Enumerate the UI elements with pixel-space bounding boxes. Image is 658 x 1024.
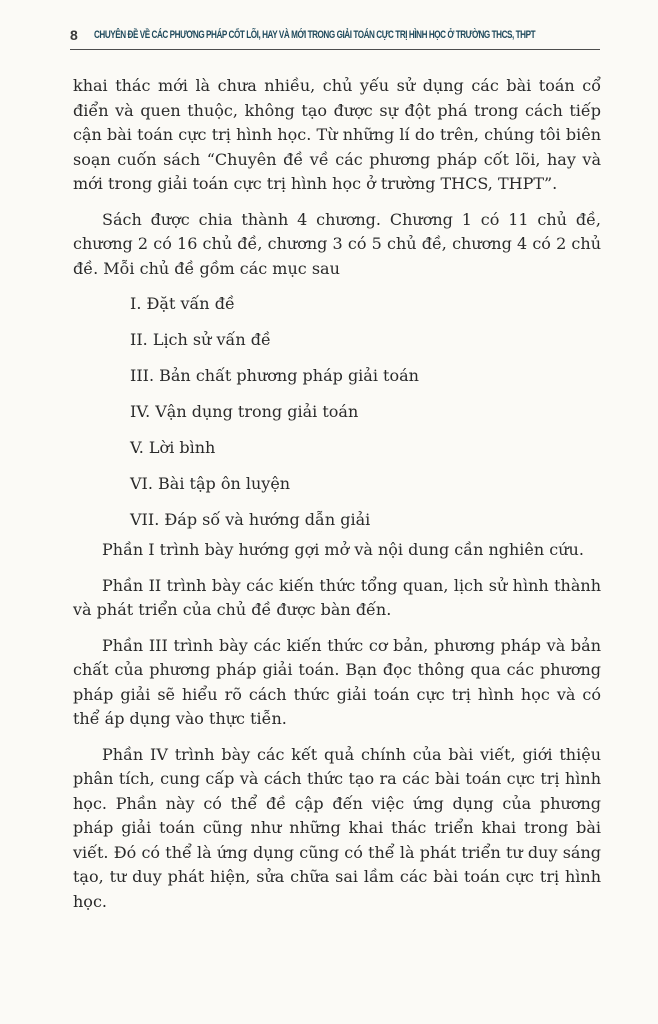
paragraph-part-2: Phần II trình bày các kiến thức tổng quan, lịch sử hình thành và phát triển của chủ đề được bàn đến. [73, 575, 601, 619]
section-list-item: II. Lịch sử vấn đề [130, 330, 271, 349]
section-list-item: VII. Đáp số và hướng dẫn giải [130, 510, 371, 529]
paragraph-intro-continued: khai thác mới là chưa nhiều, chủ yếu sử dụng các bài toán cổ điển và quen thuộc, không tạo được sự đột phá trong cách tiếp cận bài toán cực trị hình học. Từ những lí do trên, chúng tôi biên soạn cuốn sách “Chuyên đề về các phương pháp cốt lõi, hay và mới trong giải toán cực trị hình học ở trường THCS, THPT”. [73, 76, 601, 193]
section-list [73, 286, 601, 538]
section-list-item: VI. Bài tập ôn luyện [130, 474, 291, 493]
paragraph-book-structure: Sách được chia thành 4 chương. Chương 1 có 11 chủ đề, chương 2 có 16 chủ đề, chương 3 có 5 chủ đề, chương 4 có 2 chủ đề. Mỗi chủ đề gồm các mục sau [73, 209, 601, 278]
running-title: CHUYÊN ĐỀ VỀ CÁC PHƯƠNG PHÁP CỐT LÕI, HAY VÀ MỚI TRONG GIẢI TOÁN CỰC TRỊ HÌNH HỌC Ở TRƯỜNG THCS, THPT [93, 29, 535, 41]
running-header [70, 24, 602, 46]
page-body [73, 74, 601, 925]
section-list-item: III. Bản chất phương pháp giải toán [130, 366, 419, 385]
header-divider [70, 49, 600, 50]
paragraph-part-1: Phần I trình bày hướng gợi mở và nội dung cần nghiên cứu. [102, 540, 584, 559]
section-list-item: I. Đặt vấn đề [130, 294, 235, 313]
page-number: 8 [70, 27, 78, 43]
paragraph-part-4: Phần IV trình bày các kết quả chính của bài viết, giới thiệu phân tích, cung cấp và cách thức tạo ra các bài toán cực trị hình học. Phần này có thể đề cập đến việc ứng dụng của phương pháp giải toán cũng như những khai thác triển khai trong bài viết. Đó có thể là ứng dụng cũng có thể là phát triển tư duy sáng tạo, tư duy phát hiện, sửa chữa sai lầm các bài toán cực trị hình học. [73, 744, 601, 911]
section-list-item: IV. Vận dụng trong giải toán [130, 402, 359, 421]
paragraph-part-3: Phần III trình bày các kiến thức cơ bản, phương pháp và bản chất của phương pháp giải toán. Bạn đọc thông qua các phương pháp giải sẽ hiểu rõ cách thức giải toán cực trị hình học và có thể áp dụng vào thực tiễn. [73, 635, 601, 728]
section-list-item: V. Lời bình [130, 438, 216, 457]
